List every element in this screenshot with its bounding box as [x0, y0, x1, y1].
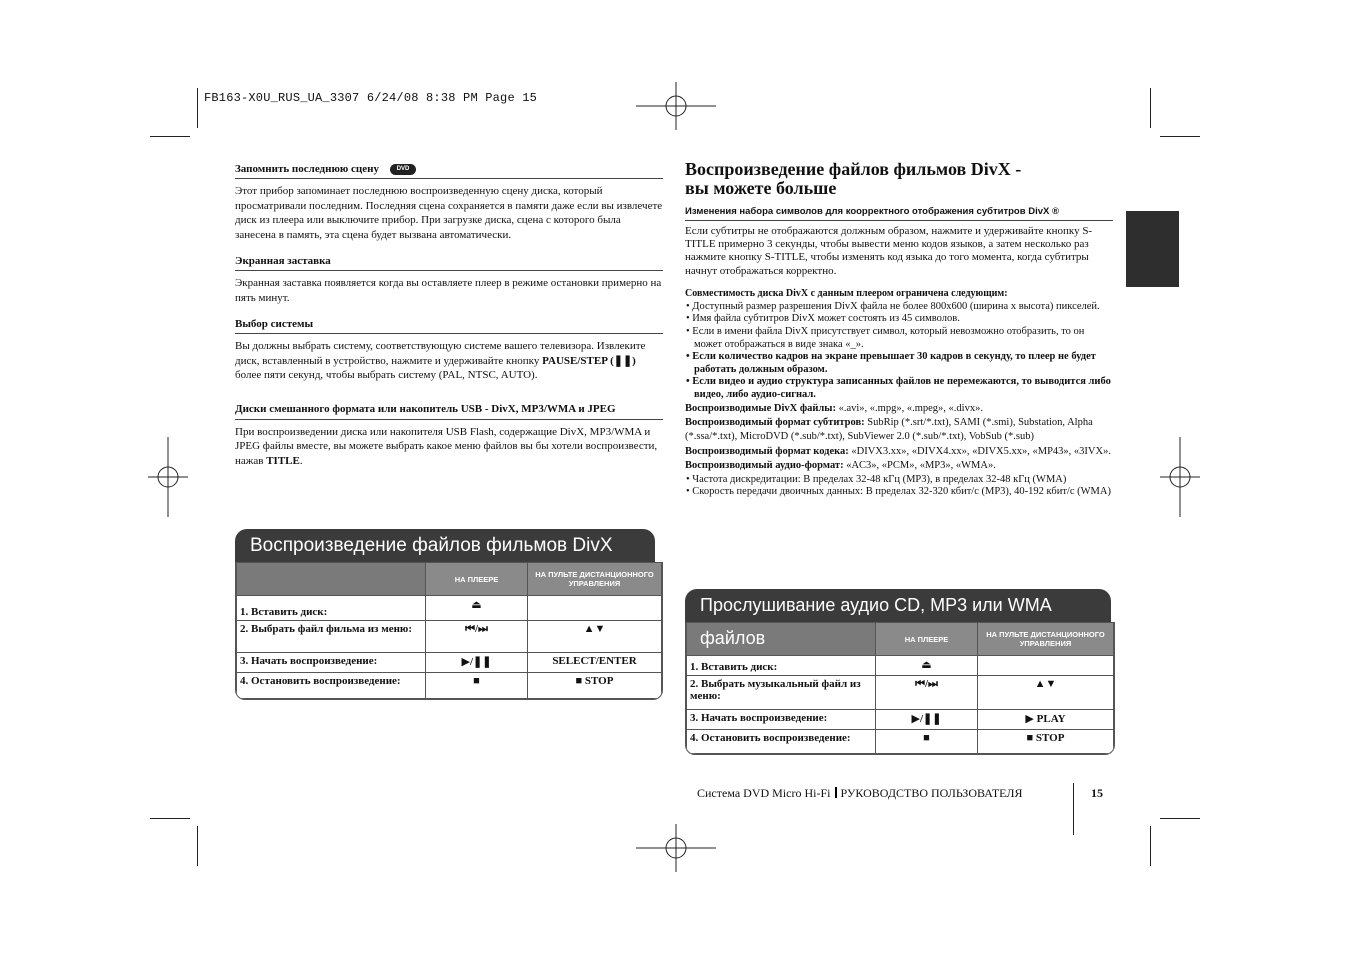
spec-value: «DIVX3.xx», «DIVX4.xx», «DIVX5.xx», «MP43», «3IVX».: [848, 445, 1111, 457]
chapter-thumb-tab: [1126, 211, 1179, 287]
section-heading: Выбор системы: [235, 317, 663, 334]
title-line: вы можете больше: [685, 178, 837, 198]
divx-playback-table: [235, 529, 663, 700]
header-remote: НА ПУЛЬТЕ ДИСТАНЦИОННОГО УПРАВЛЕНИЯ: [978, 623, 1114, 656]
header-blank: [237, 563, 426, 596]
table-frame: [235, 562, 663, 700]
header-player: НА ПЛЕЕРЕ: [426, 563, 528, 596]
spec-label: Воспроизводимый аудио-формат:: [685, 460, 844, 472]
section-heading: [235, 162, 663, 179]
section-title: Запомнить последнюю сцену: [235, 163, 379, 175]
remote-button: ▶ PLAY: [978, 710, 1114, 730]
text-run-bold: PAUSE/STEP (❚❚): [542, 354, 636, 367]
spec-label: Воспроизводимые DivX файлы:: [685, 402, 836, 414]
table-header-row: [237, 563, 662, 596]
page-footer: [697, 786, 1023, 801]
list-item: • Скорость передачи двоичных данных: В пределах 32-320 кбит/с (MP3), 40-192 кбит/с (WMA): [686, 486, 1111, 498]
section-text: [235, 339, 663, 383]
list-item: • Если видео и аудио структура записанных файлов не перемежаются, то выводится либо видео, либо аудио-сигнал.: [686, 376, 1111, 400]
spec-line: [685, 402, 1113, 416]
remote-button: ■ STOP: [978, 730, 1114, 754]
list-item: • Имя файла субтитров DivX может состоять из 45 символов.: [686, 313, 960, 325]
text-run: Вы должны выбрать систему, соответствующую системе вашего телевизора. Извлеките диск, вставленный в устройство, нажмите и удерживайте кнопку: [235, 340, 646, 367]
registration-target: [636, 824, 716, 872]
title-line: Воспроизведение файлов фильмов DivX -: [685, 159, 1022, 179]
table-row: [237, 621, 662, 653]
player-button: ▶/❚❚: [876, 710, 978, 730]
crop-mark: [1160, 136, 1200, 137]
spec-value: «AC3», «PCM», «MP3», «WMA».: [843, 460, 996, 472]
registration-target: [636, 82, 716, 130]
section-text: Экранная заставка появляется когда вы оставляете плеер в режиме остановки примерно на пять минут.: [235, 277, 662, 304]
list-item: • Если количество кадров на экране превышает 30 кадров в секунду, то плеер не будет работать должным образом.: [686, 351, 1096, 375]
audio-playback-table: [685, 589, 1115, 755]
footer-rule: [1073, 783, 1074, 835]
table-row: [237, 596, 662, 621]
crop-mark: [197, 826, 198, 866]
steps-table: [236, 562, 662, 699]
table-row: [687, 656, 1114, 676]
step-label: 4. Остановить воспроизведение:: [237, 673, 426, 699]
dvd-badge: DVD: [390, 164, 417, 175]
spec-value: «.avi», «.mpg», «.mpeg», «.divx».: [835, 402, 983, 414]
player-button: ▶/❚❚: [426, 653, 528, 673]
list-item: • Частота дискредитации: В пределах 32-48 кГц (MP3), в пределах 32-48 кГц (WMA): [686, 473, 1067, 485]
player-button: ⏏: [426, 596, 528, 621]
step-label: 3. Начать воспроизведение:: [687, 710, 876, 730]
compat-heading: Совместимость диска DivX с данным плеером ограничена следующим:: [685, 287, 1008, 299]
registration-target: [1160, 437, 1200, 517]
step-label: 1. Вставить диск:: [237, 596, 426, 621]
text-run: При воспроизведении диска или накопителя USB Flash, содержащие DivX, MP3/WMA и JPEG файлы вместе, вы можете выбрать какое меню файлов вы бы хотели воспроизвести, нажав: [235, 425, 658, 467]
remote-button: SELECT/ENTER: [528, 653, 662, 673]
player-button: ⏮/⏭: [876, 676, 978, 710]
table-row: [687, 676, 1114, 710]
step-label: 4. Остановить воспроизведение:: [687, 730, 876, 754]
footer-manual: РУКОВОДСТВО ПОЛЬЗОВАТЕЛЯ: [840, 786, 1023, 800]
page-title: [685, 160, 1113, 198]
text-run: .: [299, 454, 303, 467]
spec-label: Воспроизводимый формат кодека:: [685, 445, 849, 457]
spec-line: [685, 459, 1113, 473]
spec-label: Воспроизводимый формат субтитров:: [685, 416, 865, 428]
header-player: НА ПЛЕЕРЕ: [876, 623, 978, 656]
crop-mark: [197, 88, 198, 128]
spec-line: [685, 445, 1113, 459]
crop-mark: [150, 818, 190, 819]
remote-button: ▲▼: [978, 676, 1114, 710]
step-label: 2. Выбрать музыкальный файл из меню:: [687, 676, 876, 710]
remote-button: [528, 596, 662, 621]
text-run: более пяти секунд, чтобы выбрать систему (PAL, NTSC, AUTO).: [235, 369, 538, 381]
section-text: Этот прибор запоминает последнюю воспроизведенную сцену диска, который просматривали последним. Последняя сцена сохраняется в памяти даже если вы извлечете диск из плеера или выключите прибор. При загрузке диска, сцена с которого была занесена в память, эта сцена будет вызвана автоматически.: [235, 185, 663, 241]
crop-mark: [1160, 818, 1200, 819]
table-row: [687, 710, 1114, 730]
list-item: • Доступный размер разрешения DivX файла не более 800x600 (ширина x высота) пикселей.: [686, 300, 1100, 312]
list-item: • Если в имени файла DivX присутствует символ, который невозможно отобразить, то он может отображаться в виде знака «_».: [686, 326, 1085, 350]
table-title: Прослушивание аудио CD, MP3 или WMA файлов: [685, 589, 1111, 622]
remote-button: ■ STOP: [528, 673, 662, 699]
remote-button: [978, 656, 1114, 676]
print-slug: FB163-X0U_RUS_UA_3307 6/24/08 8:38 PM Page 15: [204, 91, 538, 105]
crop-mark: [150, 136, 190, 137]
registration-target: [148, 437, 188, 517]
player-button: ■: [426, 673, 528, 699]
player-button: ⏏: [876, 656, 978, 676]
step-label: 2. Выбрать файл фильма из меню:: [237, 621, 426, 653]
footer-divider: [835, 787, 837, 798]
table-title: Воспроизведение файлов фильмов DivX: [235, 529, 655, 562]
spec-line: [685, 416, 1113, 445]
crop-mark: [1150, 88, 1151, 128]
table-row: [687, 730, 1114, 754]
section-heading: Диски смешанного формата или накопитель USB - DivX, MP3/WMA и JPEG: [235, 401, 663, 420]
subtitle-text: Если субтитры не отображаются должным образом, нажмите и удерживайте кнопку S-TITLE примерно 3 секунды, чтобы вывести меню кодов языков, а затем несколько раз нажмите кнопку S-TITLE, чтобы изменять код языка до того момента, когда субтитры начнут отображаться корректно.: [685, 225, 1093, 277]
header-remote: НА ПУЛЬТЕ ДИСТАНЦИОННОГО УПРАВЛЕНИЯ: [528, 563, 662, 596]
remote-button: ▲▼: [528, 621, 662, 653]
spec-value: SubRip (*.srt/*.txt), SAMI (*.smi), Substation, Alpha (*.ssa/*.txt), MicroDVD (*.sub/*.txt), SubViewer 2.0 (*.sub/*.txt), VobSub (*.sub): [685, 416, 1093, 443]
subtitle-heading: Изменения набора символов для коорректного отображения субтитров DivX ®: [685, 206, 1113, 221]
text-run-bold: TITLE: [266, 454, 300, 467]
step-label: 1. Вставить диск:: [687, 656, 876, 676]
page-number: 15: [1091, 786, 1103, 800]
right-column: [685, 160, 1113, 499]
section-text: [235, 425, 663, 469]
player-button: ■: [876, 730, 978, 754]
left-column: [235, 162, 663, 480]
table-row: [237, 653, 662, 673]
footer-product: Система DVD Micro Hi-Fi: [697, 786, 831, 800]
crop-mark: [1150, 826, 1151, 866]
table-row: [237, 673, 662, 699]
step-label: 3. Начать воспроизведение:: [237, 653, 426, 673]
player-button: ⏮/⏭: [426, 621, 528, 653]
section-heading: Экранная заставка: [235, 254, 663, 271]
